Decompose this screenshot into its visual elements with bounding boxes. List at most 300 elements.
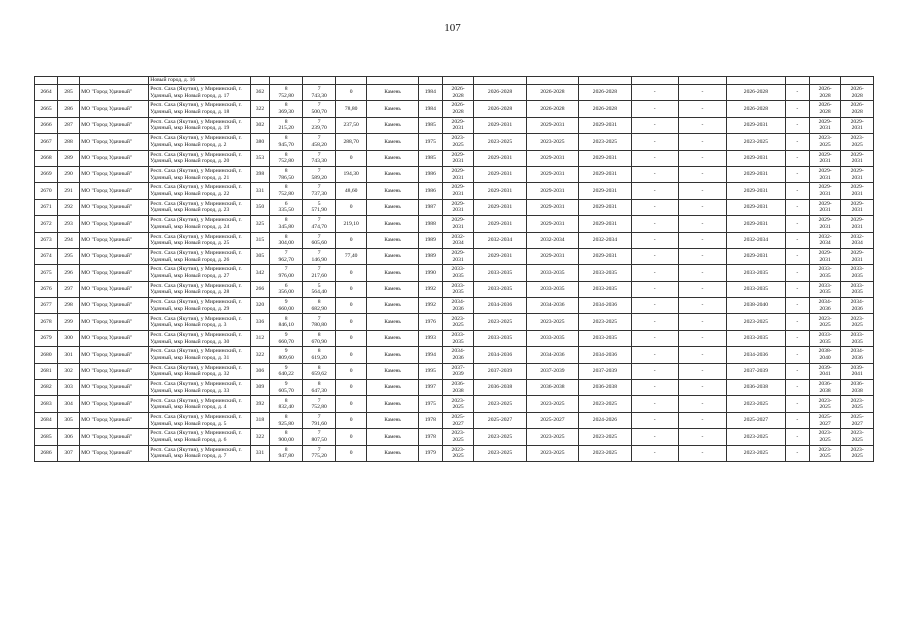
municipality-cell: МО "Город Удачный" (80, 281, 149, 297)
period-cell (841, 281, 874, 297)
total-area-cell (269, 429, 303, 445)
period-cell-line: 2029- (850, 217, 864, 224)
period-cell (809, 85, 840, 101)
period-cell-line: 2023- (818, 315, 832, 322)
living-area-cell-line: 8 (317, 331, 321, 338)
total-area-cell (269, 117, 303, 133)
local-number-cell: 285 (58, 85, 80, 101)
period-cell (809, 363, 840, 379)
living-area-cell-line: 500,70 (311, 109, 327, 116)
wall-material-cell: Камень (367, 232, 418, 248)
period-cell: 2023-2025 (526, 396, 578, 412)
period-cell (809, 183, 840, 199)
local-number-cell: 289 (58, 150, 80, 166)
table-row (35, 314, 874, 330)
period-cell: 2026-2028 (474, 101, 526, 117)
period-cell-line: 2023- (451, 430, 465, 437)
dash-cell: - (785, 134, 809, 150)
period-cell-line: 2031 (819, 125, 831, 132)
period-cell-line: 2026- (451, 102, 465, 109)
municipality-cell: МО "Город Удачный" (80, 248, 149, 264)
period-cell (442, 314, 473, 330)
period-cell: 2029-2031 (474, 150, 526, 166)
period-cell-line: 2031 (452, 256, 464, 263)
local-number-cell: 301 (58, 347, 80, 363)
dash-cell: - (678, 347, 726, 363)
wall-material-cell: Камень (367, 117, 418, 133)
total-area-cell-line: 9 (284, 348, 288, 355)
living-area-cell-line: 7 (317, 217, 321, 224)
living-area-cell-line: 564,40 (311, 289, 327, 296)
period-cell-line: 2026- (850, 86, 864, 93)
living-area-cell-line: 239,70 (311, 125, 327, 132)
nonresidential-area-cell: 237,50 (335, 117, 366, 133)
row-number-cell: 2685 (35, 429, 58, 445)
period-cell (841, 248, 874, 264)
period-cell (809, 101, 840, 117)
municipality-cell: МО "Город Удачный" (80, 445, 149, 461)
build-year-cell: 1989 (418, 232, 442, 248)
total-area-cell-line: 640,22 (278, 371, 294, 378)
dash-cell: - (785, 396, 809, 412)
dash-cell: - (678, 216, 726, 232)
period-cell-line: 2025- (451, 413, 465, 420)
total-area-cell-line: 8 (284, 315, 288, 322)
period-cell (442, 445, 473, 461)
dash-cell: - (785, 265, 809, 281)
total-area-cell-line: 335,50 (278, 207, 294, 214)
living-area-cell-line: 5 (317, 200, 321, 207)
period-cell: 2029-2031 (526, 117, 578, 133)
address-cell: Респ. Саха (Якутия), у Мирнинский, г. Удачный, мкр Новый город, д. 17 (149, 85, 251, 101)
period-cell-line: 2035 (851, 338, 863, 345)
period-cell: 2023-2025 (727, 134, 786, 150)
living-area-cell-line: 5 (317, 282, 321, 289)
dash-cell: - (785, 216, 809, 232)
dash-cell: - (785, 232, 809, 248)
period-cell (442, 85, 473, 101)
dash-cell: - (785, 347, 809, 363)
nonresidential-area-cell: 0 (335, 429, 366, 445)
total-area-cell-line: 8 (284, 430, 288, 437)
total-area-cell-line: 786,50 (278, 174, 294, 181)
row-number-cell: 2670 (35, 183, 58, 199)
nonresidential-area-cell: 0 (335, 199, 366, 215)
period-cell: 2033-2035 (526, 330, 578, 346)
period-cell-line: 2035 (452, 289, 464, 296)
address-cell: Респ. Саха (Якутия), у Мирнинский, г. Удачный, мкр Новый город, д. 7 (149, 445, 251, 461)
living-area-cell-line: 7 (317, 266, 321, 273)
local-number-cell: 298 (58, 298, 80, 314)
municipality-cell: МО "Город Удачный" (80, 166, 149, 182)
period-cell (841, 134, 874, 150)
table-row (35, 101, 874, 117)
dash-cell: - (785, 101, 809, 117)
local-number-cell: 297 (58, 281, 80, 297)
dash-cell: - (631, 380, 678, 396)
total-area-cell (269, 445, 303, 461)
period-cell-line: 2028 (452, 109, 464, 116)
period-cell: 2036-2038 (526, 380, 578, 396)
local-number-cell: 292 (58, 199, 80, 215)
period-cell-line: 2029- (818, 250, 832, 256)
table-row (35, 199, 874, 215)
address-cell: Респ. Саха (Якутия), у Мирнинский, г. Удачный, мкр Новый город, д. 3 (149, 314, 251, 330)
table-row (35, 445, 874, 461)
dash-cell: - (678, 199, 726, 215)
dash-cell: - (631, 117, 678, 133)
period-cell-line: 2023- (451, 135, 465, 142)
period-cell (809, 232, 840, 248)
period-cell-line: 2031 (851, 125, 863, 132)
period-cell-line: 2038 (851, 387, 863, 394)
period-cell: 2024-2026 (579, 412, 631, 428)
total-area-cell-line: 8 (284, 217, 288, 224)
apartments-cell: 331 (251, 183, 270, 199)
living-area-cell-line: 7 (317, 413, 321, 420)
period-cell: 2029-2031 (474, 117, 526, 133)
build-year-cell: 1976 (418, 314, 442, 330)
dash-cell: - (631, 265, 678, 281)
period-cell: 2029-2031 (474, 248, 526, 264)
living-area-cell-line: 807,50 (311, 436, 327, 443)
total-area-cell-line: 660,00 (278, 305, 294, 312)
period-cell: 2029-2031 (579, 248, 631, 264)
period-cell-line: 2025 (452, 141, 464, 148)
total-area-cell-line: 8 (284, 413, 288, 420)
period-cell: 2026-2028 (526, 101, 578, 117)
wall-material-cell: Камень (367, 445, 418, 461)
total-area-cell-line: 369,30 (278, 109, 294, 116)
period-cell (442, 396, 473, 412)
period-cell: 2023-2025 (727, 445, 786, 461)
dash-cell: - (631, 150, 678, 166)
table-row (35, 298, 874, 314)
address-cell: Респ. Саха (Якутия), у Мирнинский, г. Удачный, мкр Новый город, д. 30 (149, 330, 251, 346)
living-area-cell-line: 146,90 (311, 256, 327, 263)
nonresidential-area-cell: 194,30 (335, 166, 366, 182)
total-area-cell-line: 8 (284, 233, 288, 240)
local-number-cell: 303 (58, 380, 80, 396)
dash-cell: - (785, 166, 809, 182)
period-cell-line: 2029- (451, 184, 465, 191)
period-cell (809, 150, 840, 166)
dash-cell: - (631, 281, 678, 297)
address-cell: Респ. Саха (Якутия), у Мирнинский, г. Удачный, мкр Новый город, д. 5 (149, 412, 251, 428)
address-cell: Респ. Саха (Якутия), у Мирнинский, г. Удачный, мкр Новый город, д. 27 (149, 265, 251, 281)
period-cell: 2033-2035 (526, 265, 578, 281)
nonresidential-area-cell: 78,80 (335, 101, 366, 117)
period-cell (809, 314, 840, 330)
nonresidential-area-cell: 0 (335, 445, 366, 461)
period-cell: 2037-2039 (727, 363, 786, 379)
period-cell-line: 2031 (452, 223, 464, 230)
build-year-cell: 1997 (418, 380, 442, 396)
period-cell-line: 2029- (818, 118, 832, 125)
living-area-cell (303, 150, 336, 166)
living-area-cell (303, 314, 336, 330)
period-cell-line: 2028 (819, 109, 831, 116)
living-area-cell (303, 363, 336, 379)
period-cell-line: 2031 (819, 191, 831, 198)
period-cell: 2029-2031 (474, 216, 526, 232)
table-row (35, 380, 874, 396)
period-cell-line: 2041 (851, 371, 863, 378)
period-cell-line: 2031 (819, 207, 831, 214)
build-year-cell: 1986 (418, 183, 442, 199)
municipality-cell: МО "Город Удачный" (80, 298, 149, 314)
nonresidential-area-cell: 0 (335, 150, 366, 166)
local-number-cell: 304 (58, 396, 80, 412)
total-area-cell (269, 380, 303, 396)
period-cell (442, 199, 473, 215)
row-number-cell: 2664 (35, 85, 58, 101)
living-area-cell-line: 670,90 (311, 338, 327, 345)
dash-cell: - (631, 314, 678, 330)
address-cell: Респ. Саха (Якутия), у Мирнинский, г. Удачный, мкр Новый город, д. 21 (149, 166, 251, 182)
build-year-cell: 1979 (418, 445, 442, 461)
apartments-cell: 336 (251, 314, 270, 330)
row-number-cell: 2677 (35, 298, 58, 314)
period-cell (841, 445, 874, 461)
nonresidential-area-cell: 0 (335, 265, 366, 281)
living-area-cell-line: 605,60 (311, 240, 327, 247)
dash-cell: - (785, 314, 809, 330)
period-cell (809, 445, 840, 461)
row-number-cell: 2680 (35, 347, 58, 363)
living-area-cell-line: 7 (317, 168, 321, 175)
period-cell (809, 248, 840, 264)
period-cell-line: 2029- (818, 200, 832, 207)
period-cell-line: 2029- (451, 151, 465, 158)
total-area-cell-line: 7 (284, 266, 288, 273)
total-area-cell (269, 183, 303, 199)
dash-cell: - (678, 166, 726, 182)
period-cell: 2023-2025 (526, 314, 578, 330)
period-cell-line: 2034- (818, 299, 832, 306)
period-cell (442, 134, 473, 150)
address-cell: Респ. Саха (Якутия), у Мирнинский, г. Удачный, мкр Новый город, д. 4 (149, 396, 251, 412)
nonresidential-area-cell: 0 (335, 281, 366, 297)
table-body (35, 77, 874, 462)
address-cell: Новый город, д. 16 (149, 77, 251, 85)
period-cell-line: 2031 (819, 223, 831, 230)
address-cell: Респ. Саха (Якутия), у Мирнинский, г. Удачный, мкр Новый город, д. 19 (149, 117, 251, 133)
period-cell-line: 2029- (850, 118, 864, 125)
period-cell (442, 429, 473, 445)
total-area-cell (269, 363, 303, 379)
living-area-cell-line: 780,80 (311, 322, 327, 329)
dash-cell: - (678, 314, 726, 330)
period-cell: 2023-2025 (579, 445, 631, 461)
dash-cell: - (631, 101, 678, 117)
period-cell: 2032-2034 (579, 232, 631, 248)
living-area-cell-line: 7 (317, 233, 321, 240)
total-area-cell (269, 265, 303, 281)
dash-cell: - (785, 330, 809, 346)
period-cell-line: 2036 (819, 305, 831, 312)
dash-cell: - (785, 117, 809, 133)
wall-material-cell: Камень (367, 330, 418, 346)
row-number-cell: 2684 (35, 412, 58, 428)
period-cell-line: 2023- (451, 446, 465, 453)
period-cell (809, 347, 840, 363)
total-area-cell-line: 215,20 (278, 125, 294, 132)
table-row (35, 265, 874, 281)
living-area-cell (303, 199, 336, 215)
period-cell-line: 2040 (819, 354, 831, 361)
period-cell-line: 2031 (452, 158, 464, 165)
period-cell (442, 216, 473, 232)
dash-cell: - (785, 183, 809, 199)
living-area-cell-line: 647,30 (311, 387, 327, 394)
dash-cell: - (631, 396, 678, 412)
period-cell: 2029-2031 (526, 166, 578, 182)
period-cell-line: 2027 (851, 420, 863, 427)
table-row (35, 347, 874, 363)
total-area-cell-line: 605,70 (278, 387, 294, 394)
table-row (35, 85, 874, 101)
total-area-cell-line: 345,80 (278, 223, 294, 230)
total-area-cell-line: 809,60 (278, 354, 294, 361)
period-cell (809, 216, 840, 232)
period-cell (841, 150, 874, 166)
period-cell-line: 2025 (851, 322, 863, 329)
build-year-cell: 1990 (418, 265, 442, 281)
period-cell (442, 101, 473, 117)
period-cell-line: 2029- (818, 168, 832, 175)
total-area-cell (269, 150, 303, 166)
apartments-cell: 362 (251, 85, 270, 101)
total-area-cell (269, 248, 303, 264)
wall-material-cell: Камень (367, 199, 418, 215)
period-cell: 2029-2031 (526, 183, 578, 199)
municipality-cell: МО "Город Удачный" (80, 101, 149, 117)
total-area-cell (269, 281, 303, 297)
period-cell: 2034-2036 (474, 347, 526, 363)
wall-material-cell: Камень (367, 298, 418, 314)
dash-cell: - (785, 199, 809, 215)
period-cell: 2033-2035 (474, 265, 526, 281)
period-cell: 2033-2035 (474, 330, 526, 346)
period-cell: 2034-2036 (579, 347, 631, 363)
local-number-cell: 300 (58, 330, 80, 346)
period-cell (809, 412, 840, 428)
period-cell: 2029-2031 (579, 150, 631, 166)
period-cell-line: 2026- (818, 102, 832, 109)
apartments-cell: 309 (251, 380, 270, 396)
build-year-cell: 1992 (418, 298, 442, 314)
living-area-cell (303, 117, 336, 133)
period-cell: 2029-2031 (579, 199, 631, 215)
dash-cell: - (678, 412, 726, 428)
period-cell: 2029-2031 (526, 199, 578, 215)
living-area-cell-line: 682,90 (311, 305, 327, 312)
total-area-cell (269, 396, 303, 412)
period-cell-line: 2023- (850, 315, 864, 322)
period-cell-line: 2039- (850, 364, 864, 371)
period-cell-line: 2025 (452, 404, 464, 411)
apartments-cell: 342 (251, 265, 270, 281)
living-area-cell (303, 347, 336, 363)
period-cell-line: 2039 (452, 371, 464, 378)
living-area-cell (303, 396, 336, 412)
build-year-cell: 1975 (418, 134, 442, 150)
period-cell-line: 2031 (819, 158, 831, 165)
living-area-cell-line: 7 (317, 397, 321, 404)
period-cell: 2034-2036 (579, 298, 631, 314)
nonresidential-area-cell: 48,60 (335, 183, 366, 199)
dash-cell: - (678, 117, 726, 133)
period-cell-line: 2034 (452, 240, 464, 247)
total-area-cell (269, 232, 303, 248)
period-cell-line: 2031 (819, 174, 831, 181)
local-number-cell: 294 (58, 232, 80, 248)
total-area-cell-line: 8 (284, 397, 288, 404)
wall-material-cell: Камень (367, 396, 418, 412)
period-cell: 2026-2028 (579, 101, 631, 117)
period-cell (841, 85, 874, 101)
period-cell-line: 2029- (818, 184, 832, 191)
row-number-cell: 2676 (35, 281, 58, 297)
period-cell-line: 2025- (850, 413, 864, 420)
period-cell-line: 2025 (819, 436, 831, 443)
period-cell-line: 2027 (819, 420, 831, 427)
table-row-continued (35, 77, 874, 85)
period-cell-line: 2023- (451, 397, 465, 404)
dash-cell: - (678, 101, 726, 117)
dash-cell: - (678, 380, 726, 396)
living-area-cell-line: 791,60 (311, 420, 327, 427)
period-cell: 2033-2035 (526, 281, 578, 297)
address-cell: Респ. Саха (Якутия), у Мирнинский, г. Удачный, мкр Новый город, д. 26 (149, 248, 251, 264)
apartments-cell: 380 (251, 134, 270, 150)
total-area-cell-line: 7 (284, 250, 288, 256)
table-row (35, 166, 874, 182)
build-year-cell: 1984 (418, 85, 442, 101)
local-number-cell: 290 (58, 166, 80, 182)
apartments-cell: 331 (251, 445, 270, 461)
period-cell: 2023-2025 (579, 429, 631, 445)
period-cell-line: 2029- (451, 118, 465, 125)
nonresidential-area-cell: 0 (335, 330, 366, 346)
period-cell-line: 2036- (850, 381, 864, 388)
table-row (35, 232, 874, 248)
period-cell (809, 166, 840, 182)
table-row (35, 412, 874, 428)
period-cell-line: 2035 (851, 272, 863, 279)
period-cell: 2034-2036 (526, 347, 578, 363)
address-cell: Респ. Саха (Якутия), у Мирнинский, г. Удачный, мкр Новый город, д. 31 (149, 347, 251, 363)
build-year-cell: 1995 (418, 363, 442, 379)
apartments-cell: 312 (251, 330, 270, 346)
period-cell-line: 2031 (819, 256, 831, 263)
table-row (35, 281, 874, 297)
wall-material-cell: Камень (367, 412, 418, 428)
total-area-cell-line: 752,80 (278, 92, 294, 99)
period-cell-line: 2025 (851, 404, 863, 411)
apartments-cell: 322 (251, 429, 270, 445)
living-area-cell (303, 281, 336, 297)
total-area-cell-line: 6 (284, 200, 288, 207)
period-cell-line: 2029- (451, 200, 465, 207)
wall-material-cell: Камень (367, 85, 418, 101)
period-cell (841, 216, 874, 232)
local-number-cell: 288 (58, 134, 80, 150)
dash-cell: - (785, 445, 809, 461)
period-cell (841, 429, 874, 445)
table-row (35, 216, 874, 232)
